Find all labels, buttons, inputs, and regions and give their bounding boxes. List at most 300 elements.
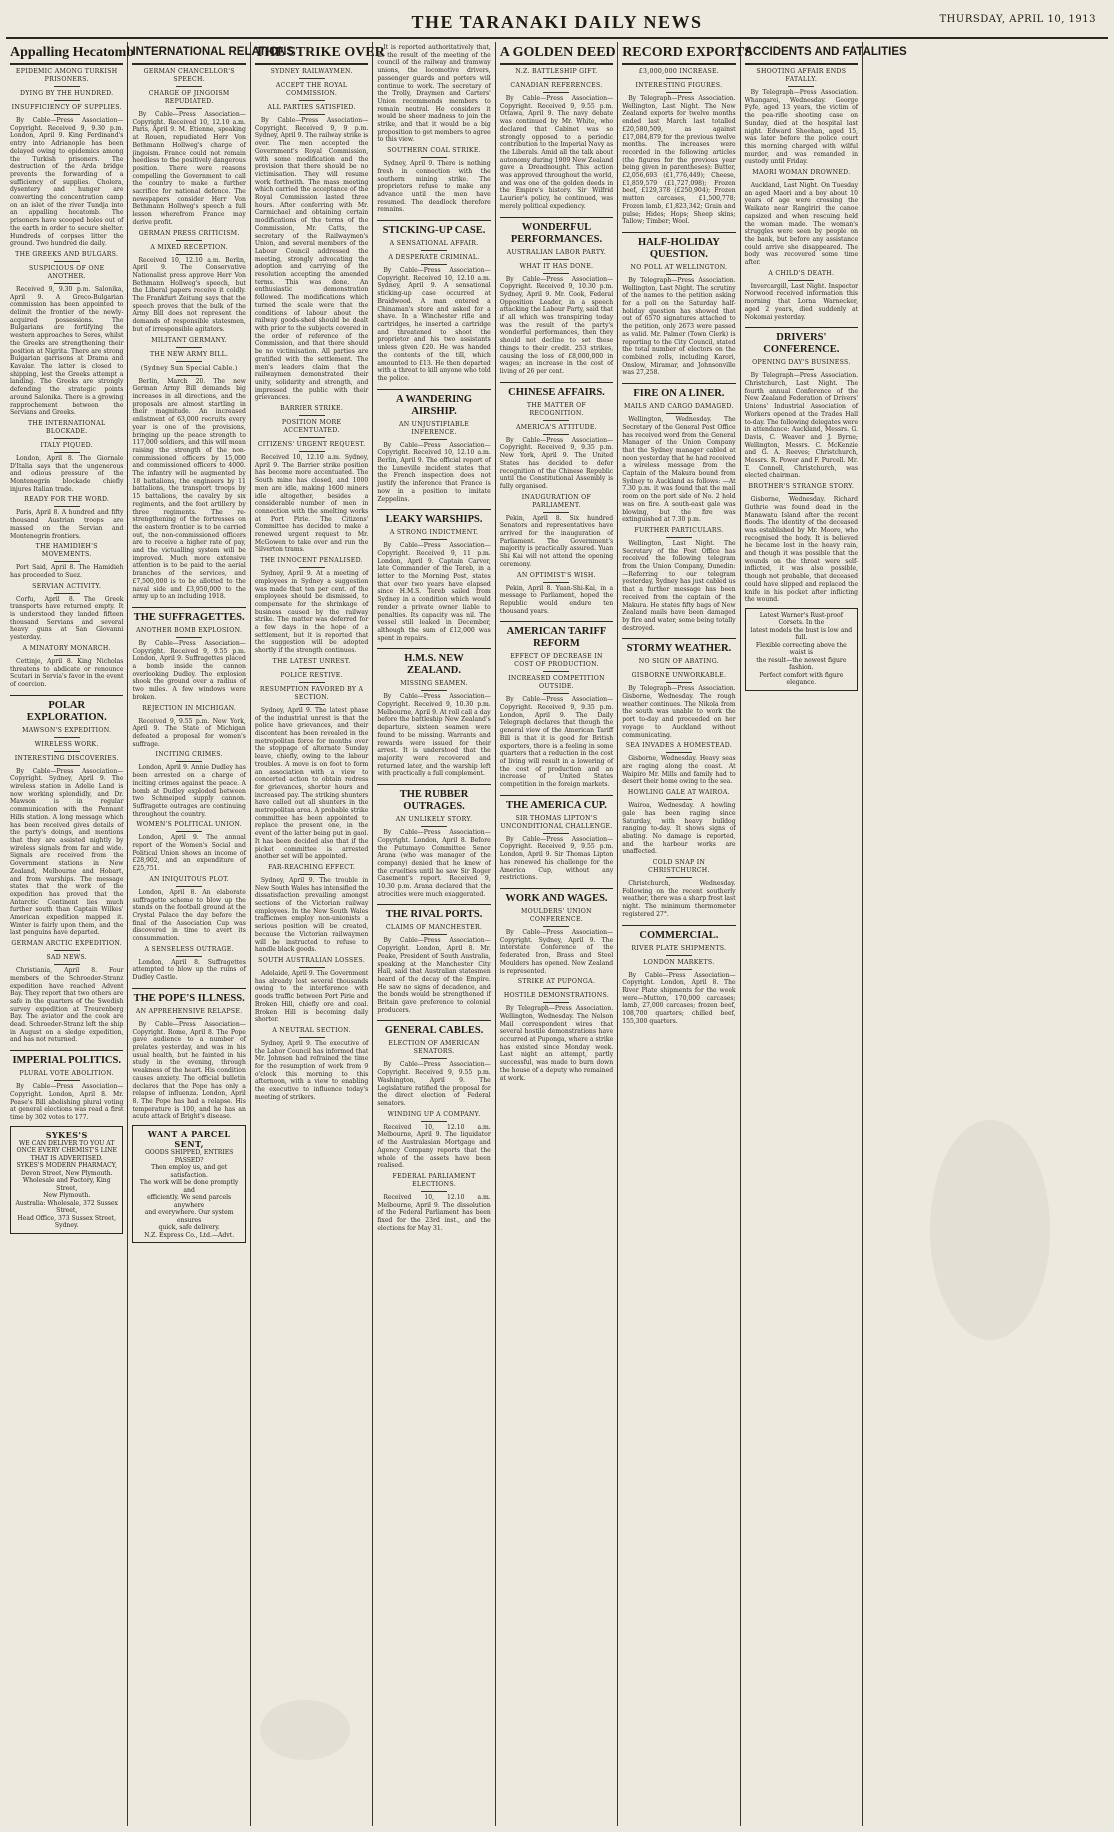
article-body <box>622 416 735 524</box>
article-subheading: GERMAN PRESS CRITICISM. <box>138 229 240 237</box>
short-rule <box>543 92 569 93</box>
article-paragraph: London, April 8. An elaborate suffragette scheme to blow up the stands on the football ground at the Crystal Palace the day before the final of the Association Cup was discovered in time to avert its consummation. <box>132 888 246 943</box>
article-headline: STORMY WEATHER. <box>622 638 735 655</box>
article-body <box>132 111 245 227</box>
article-paragraph: Christchurch, Wednesday. Following on the recent southerly weather, there was a sharp frost last night. The minimum thermometer registered 27°. <box>622 880 736 918</box>
short-rule <box>666 799 692 800</box>
article-paragraph: By Cable—Press Association—Copyright. London, April 8. Mr. Pease's Bill abolishing plural voting at general elections was read a first time by 302 votes to 177. <box>10 1083 124 1121</box>
short-rule <box>54 283 80 284</box>
article-subheading: ACCEPT THE ROYAL COMMISSION. <box>275 82 348 97</box>
article-paragraph: Port Said, April 8. The Hamidieh has proceeded to Suez. <box>10 564 124 579</box>
advert-line: Head Office, 373 Sussex Street, Sydney. <box>17 1214 117 1230</box>
short-rule <box>666 752 692 753</box>
article-subheading: FEDERAL PARLIAMENT ELECTIONS. <box>392 1172 476 1188</box>
article-subheading: AN OPTIMIST'S WISH. <box>517 571 596 579</box>
article-subheading: AN UNJUSTIFIABLE INFERENCE. <box>398 420 470 436</box>
short-rule <box>54 114 80 115</box>
advert-line: THAT IS ADVERTISED. <box>30 1154 103 1162</box>
article-subheading: STRIKE AT PUPONGA. <box>517 978 596 986</box>
news-column <box>6 42 135 1826</box>
article-paragraph: By Telegraph—Press Association. Wellington, Last Night. The scrutiny of the names to the petition asking for a poll on the Saturday half-holiday question has showed that out of 6570 signatures attached to the petition, only 2673 were passed as valid. Mr. Palmer (Town Clerk) is reporting to the City Council, stated the total number of electors on the combined rolls, including Karori, Onslow, Miramar, and Johnsonville was 27,258. <box>622 276 736 377</box>
article-subheading: SOUTHERN COAL STRIKE. <box>387 147 481 155</box>
article-subheading: MAWSON'S EXPEDITION. <box>22 726 112 734</box>
article-headline: THE RUBBER OUTRAGES. <box>377 784 490 813</box>
article-body <box>132 257 245 334</box>
advert-line: Devon Street, New Plymouth. <box>20 1169 113 1177</box>
article-body <box>10 967 123 1044</box>
short-rule <box>666 537 692 538</box>
article-body <box>10 564 123 579</box>
article-body <box>500 929 613 975</box>
short-rule <box>543 988 569 989</box>
article-headline: STICKING-UP CASE. <box>377 220 490 237</box>
article-headline: A WANDERING AIRSHIP. <box>377 389 490 418</box>
article-body <box>500 1005 613 1082</box>
article-paragraph: By Cable—Press Association—Copyright. Received 10, 12.10 a.m. Sydney, April 9. A sensational sticking-up case occurred at Braidwood. A man entered a Chinaman's store and asked for a shave. In a Winchester rifle and cartridges, he inserted a cartridge and threatened to shoot the proprietor and his two assistants unless given £20. He was handed the contents of the till, which amounted to £13. He then departed with a threat to kill anyone who told the police. <box>377 267 491 382</box>
article-paragraph: By Telegraph—Press Association. Wellington, Wednesday. The Nelson Mail correspondent wires that several hostile demonstrations have occurred at Puponga, where a strike has existed since Monday week. Last night an attempt, partly successful, was made to burn down the house of a deputy who remained at work. <box>499 1005 614 1082</box>
short-rule <box>54 506 80 507</box>
article-subheading: SERVIAN ACTIVITY. <box>32 582 102 590</box>
article-paragraph: Gisborne, Wednesday. Richard Guthrie was found dead in the Manawatu Island after the recent floods. The identity of the deceased was established by Mr. Moore, who recognised the body. It is believed he became lost in the heavy rain, and though it was possible that the wounds on the throat were self-inflicted, it was also possible, though not probable, that deceased could have slipped and replaced the knife in his pocket after inflicting the wound. <box>744 496 859 604</box>
article-paragraph: By Cable—Press Association—Copyright. Received 9, 9.55 p.m. Ottawa, April 9. The navy debate was continued by Mr. White, who declared that Cabinet was so strongly opposed to a periodic contribution to the Imperial Navy as the Liberals. Amid all the talk about autonomy during 1909 New Zealand gave a Dreadnought. This action was approved throughout the world, and was one of the golden deeds in the Empire's history. Sir Wilfrid Laurier's policy, he continued, was merely political expediency. <box>499 95 614 210</box>
article-body <box>132 378 245 601</box>
short-rule <box>666 877 692 878</box>
article-subheading: CLAIMS OF MANCHESTER. <box>385 924 483 932</box>
short-rule <box>543 833 569 834</box>
short-rule <box>54 438 80 439</box>
advert-line: Latest Warner's Rust-proof Corsets. In the <box>759 611 843 627</box>
article-paragraph: Corfu, April 8. The Greek transports have returned empty. It is understood they landed fifteen thousand Servians and several heavy guns at San Giovanni yesterday. <box>10 595 124 642</box>
advert-line: latest models the bust is low and full. <box>750 626 853 642</box>
short-rule <box>54 593 80 594</box>
article-subheading: ITALY PIQUED. <box>40 441 93 449</box>
article-paragraph: Received 9, 9.55 p.m. New York, April 9. The State of Michigan defeated a proposal for women's suffrage. <box>132 717 246 748</box>
article-paragraph: By Telegraph—Press Association. Whangarei, Wednesday. George Fyfe, aged 13 years, the victim of the pea-rifle shooting case on Sunday, died at the hospital last night. Edward Sheehan, aged 15, was later before the police court this morning charged with wilful murder, and was remanded in custody until Friday. <box>744 89 859 166</box>
column-headline: THE STRIKE OVER <box>255 44 368 65</box>
article-subheading: AN APPREHENSIVE RELAPSE. <box>135 1007 243 1015</box>
short-rule <box>299 100 325 101</box>
article-headline: IMPERIAL POLITICS. <box>10 1050 123 1067</box>
article-body <box>622 972 735 1026</box>
article-headline: GENERAL CABLES. <box>377 1020 490 1037</box>
short-rule <box>176 375 202 376</box>
article-subheading: HOWLING GALE AT WAIROA. <box>627 789 730 797</box>
column-headline: INTERNATIONAL RELATIONS <box>132 44 245 65</box>
article-subheading: HOSTILE DEMONSTRATIONS. <box>503 992 610 1000</box>
article-paragraph: London, April 9. The annual report of the Women's Social and Political Union shows an income of £28,902, and an expenditure of £25,751. <box>132 834 246 873</box>
article-paragraph: Received 10, 12.10 a.m. Melbourne, April 9. The dissolution of the Federal Parliament has been fixed for the 23rd inst., and the elections for May 31. <box>377 1193 491 1232</box>
article-body <box>132 640 245 702</box>
article-subheading: COLD SNAP IN CHRISTCHURCH. <box>648 859 710 875</box>
article-body <box>377 267 490 383</box>
article-paragraph: By Cable—Press Association—Copyright. Received 9, 9.35 p.m. New York, April 9. The United States has decided to defer recognition of the Chinese Republic until the Constitutional Assembly is fully organised. <box>499 436 614 490</box>
article-subheading: BROTHER'S STRANGE STORY. <box>748 483 855 491</box>
article-subheading: INCREASED COMPETITION OUTSIDE. <box>508 675 605 691</box>
article-subheading: RESUMPTION FAVORED BY A SECTION. <box>259 685 364 701</box>
article-body <box>255 970 368 1024</box>
article-paragraph: Cettinje, April 8. King Nicholas threatens to abdicate or renounce Scutari in Servia's favor in the event of coercion. <box>10 657 124 688</box>
article-body <box>10 768 123 937</box>
news-column <box>128 42 295 1826</box>
column-headline: A GOLDEN DEED <box>500 44 613 65</box>
article-subheading: MOULDERS' UNION CONFERENCE. <box>521 908 592 923</box>
short-rule <box>421 539 447 540</box>
short-rule <box>299 704 325 705</box>
article-paragraph: It is reported authoritatively that, as the result of the meeting of the council of the railway and tramway unions, the locomotive drivers, passenger guards and porters will continue to work. The secretary of the Trolly, Draymen and Carters' Union recommends members to remain neutral. He considers it would be sheer madness to join the strike, and that it would be a big proposition to get members to agree to this view. <box>377 44 491 144</box>
article-paragraph: By Cable—Press Association—Copyright. London, April 8. Before the Putumayo Committee Senor Arana (who was manager of the company) denied that he knew of the cruelties until he saw Sir Roger Casement's report. Received 9, 10.30 p.m. Arana declared that the atrocities were much exaggerated. <box>377 829 491 898</box>
article-subheading: PLURAL VOTE ABOLITION. <box>19 1070 114 1078</box>
short-rule <box>299 967 325 968</box>
short-rule <box>666 78 692 79</box>
article-subheading: ELECTION OF AMERICAN SENATORS. <box>388 1040 480 1056</box>
short-rule <box>788 179 814 180</box>
article-paragraph: Wellington, Wednesday. The Secretary of the General Post Office has received word from the General Manager of the Union Company that the Sydney manager cabled at noon yesterday that he had received a wireless message from the Captain of the Makura bound from Sydney to Auckland as follows: —At 7.30 p.m. it was found that the mail room on the port side of No. 2 hold was on fire. A south-east gale was blowing, but the fire was extinguished at 7.30 p.m. <box>622 416 736 524</box>
article-body <box>10 455 123 494</box>
short-rule <box>299 415 325 416</box>
article-body <box>132 764 245 818</box>
short-rule <box>299 874 325 875</box>
article-body <box>745 89 858 166</box>
article-paragraph: London, April 8. Suffragettes attempted to blow up the ruins of Dudley Castle. <box>132 958 246 982</box>
short-rule <box>788 280 814 281</box>
article-headline: HALF-HOLIDAY QUESTION. <box>622 232 735 261</box>
article-subheading: CANADIAN REFERENCES. <box>510 82 603 89</box>
short-rule <box>543 512 569 513</box>
article-paragraph: By Telegraph—Press Association. Gisborne, Wednesday. The rough weather continues. The Nikola from the south was unable to work the port to-day and proceeded on her voyage to Auckland without communicating. <box>622 685 736 739</box>
article-paragraph: Gisborne, Wednesday. Heavy seas are raging along the coast. At Waipiro Mr. Mills and family had to desert their home owing to the sea. <box>622 755 736 786</box>
masthead-rule <box>6 37 1108 39</box>
article-paragraph: By Cable—Press Association—Copyright. Received 9, 10.30 p.m. Sydney, April 9. Mr. Cook, Federal Opposition Leader, in a speech attacking the Labour Party, said that if all which was transpiring today was the result of the party's wonderful performances, then they should not decline to set these things to their credit. 253 strikes, causing the loss of £8,000,000 in wages; an increase in the cost of living of 26 per cent. <box>499 275 614 375</box>
advert-line: N.Z. Express Co., Ltd.—Advt. <box>144 1231 235 1239</box>
advert-line: GOODS SHIPPED, ENTRIES PASSED? <box>144 1149 234 1164</box>
article-paragraph: Invercargill, Last Night. Inspector Norwood received information this morning that Lorna Warnecker, aged 2 years, died suddenly at Nokomai yesterday. <box>744 282 859 321</box>
short-rule <box>299 78 325 79</box>
article-subheading: INCITING CRIMES. <box>155 751 223 759</box>
short-rule <box>54 765 80 766</box>
article-paragraph: Sydney, April 9. There is nothing fresh in connection with the southern mining strike. The proprietors refuse to make any advance until the men have resumed. The deadlock therefore remains. <box>377 160 491 214</box>
article-body <box>745 182 858 267</box>
short-rule <box>666 955 692 956</box>
advert-line: ONCE EVERY CHEMIST'S LINE <box>16 1147 117 1155</box>
article-subheading: THE MATTER OF RECOGNITION. <box>526 401 587 417</box>
short-rule <box>421 250 447 251</box>
short-rule <box>54 950 80 951</box>
article-subheading: THE INNOCENT PENALISED. <box>260 557 363 565</box>
article-paragraph: Received 10, 12.10 a.m. Berlin, April 9. The Conservative Nationalist press approve Herr Von Bethmann Hollweg's speech, but the Liberal papers receive it coldly. The Frankfurt Zeitung says that the speech proves that the bulk of the Army Bill does not represent the demands of responsible statesmen, but of irresponsible agitators. <box>132 256 246 333</box>
article-subheading: A STRONG INDICTMENT. <box>389 529 479 537</box>
article-body <box>10 286 123 417</box>
article-subheading: INTERESTING FIGURES. <box>635 82 723 89</box>
short-rule <box>421 264 447 265</box>
article-paragraph: By Cable—Press Association—Copyright. Sydney, April 9. The interstate Conference of the federated Iron, Brass and Steel Moulders has opened. New Zealand is represented. <box>499 929 614 975</box>
advert-line: New Plymouth. <box>43 1192 91 1200</box>
short-rule <box>176 240 202 241</box>
article-body <box>622 540 735 632</box>
article-subheading: CHARGE OF JINGOISM REPUDIATED. <box>148 90 230 105</box>
article-headline: FIRE ON A LINER. <box>622 383 735 400</box>
article-body <box>132 718 245 749</box>
short-rule <box>54 655 80 656</box>
article-headline: CHINESE AFFAIRS. <box>500 382 613 399</box>
short-rule <box>176 1018 202 1019</box>
article-paragraph: Received 9, 9.30 p.m. Salonika, April 9. A Greco-Bulgarian commission has been appointed to delimit the frontier of the newly-acquired possessions. The Bulgarians are fortifying the western approaches to Seres, whilst the Greeks are strengthening their position at Nigrita. There are strong Bulgarian garrisons at Drama and Kavalar. The latter is closed to shipping, lest the Greeks attempt a landing. The Greeks are strongly defending the strategic points around Salonika. There is a growing rapprochement between the Servians and Greeks. <box>10 285 124 417</box>
article-body <box>622 880 735 919</box>
columns-container <box>6 42 1108 1826</box>
short-rule <box>421 1058 447 1059</box>
article-paragraph: Berlin, March 20. The new German Army Bill demands big increases in all directions, and the proposals are almost startling in their magnitude. An increased enlistment of 63,000 recruits every year is one of the provisions, bringing up the peace strength to 117,000 soldiers, and this will mean raising the strength of the non-commissioned officers by 15,000 and commissioned officers to 4000. The infantry will be augmented by 18 battalions, the engineers by 11 battalions, the transport troops by 15 battalions, the cavalry by six regiments, and the foot artillery by three regiments. The re-strengthening of the fortresses on the eastern frontier is to be carried out, the non-commissioned officers are to receive a higher rate of pay, and the victualling system will be improved. Much more extensive attention is to be paid to the aerial branches of the services, and £7,500,000 is to be allotted to the naval side and £3,950,000 to the army up to an including 1918. <box>132 377 246 601</box>
advert-line: SYKES'S MODERN PHARMACY, <box>16 1162 117 1170</box>
article-body <box>377 160 490 214</box>
article-body <box>10 1083 123 1122</box>
article-subheading: GISBORNE UNWORKABLE. <box>631 672 727 680</box>
article-body <box>500 836 613 882</box>
news-column <box>863 42 985 1826</box>
article-subheading: POLICE RESTIVE. <box>280 671 343 679</box>
short-rule <box>176 637 202 638</box>
short-rule <box>176 886 202 887</box>
short-rule <box>54 751 80 752</box>
short-rule <box>666 668 692 669</box>
article-body <box>377 542 490 642</box>
article-headline: THE SUFFRAGETTES. <box>132 607 245 624</box>
article-body <box>377 442 490 504</box>
short-rule <box>788 369 814 370</box>
article-subheading: AUSTRALIAN LABOR PARTY. <box>506 248 607 256</box>
short-rule <box>543 582 569 583</box>
short-rule <box>788 493 814 494</box>
short-rule <box>176 956 202 957</box>
article-paragraph: By Cable—Press Association—Copyright. Received 9, 9 p.m. Sydney, April 9. The railway strike is over. The men accepted the Government's Royal Commission, with some modification and the provision that there should be no victimisation. They will resume work forthwith. The mass meeting which carried the acceptance of the Royal Commission lasted three hours. After conferring with Mr. Carmichael and obtaining certain modifications of the terms of the Commission, Mr. Catts, the secretary of the Railwaymen's Union, and several members of the Labour Council addressed the meeting, strongly advocating the adoption and carrying of the resolution accepting the amended terms. This was done. An enthusiastic demonstration followed. The modifications which turned the scale were that the conditions of labour about the railway goods-shed should be dealt with prior to the subjects covered in the order of reference of the Commission, and that there should be no victimisation. All parties are gratified with the settlement. The men's leaders claim that the railwaymen demonstrated their unity, solidarity and strength, and impressed the public with their grievances. <box>254 117 369 402</box>
article-subheading: MILITANT GERMANY. <box>151 336 228 344</box>
article-subheading: READY FOR THE WORD. <box>24 496 110 504</box>
article-paragraph: By Telegraph—Press Association. Wellington, Last Night. The New Zealand exports for twelve months ended last March last totalled £20,580,509, as against £17,084,879 for the previous twelve months. The increases were recorded in the following articles (the figures for the previous year being given in parentheses): Butter, £2,056,693 (£1,776,449); Cheese, £1,859,579 (£1,727,098); Frozen beef, £129,378 (£250,904); Frozen mutton carcases, £1,500,778; Frozen lamb, £1,823,342; Grain and pulse; Hides; Hops; Sheep skins; Tallow; Timber; Wool. <box>622 95 736 226</box>
short-rule <box>299 114 325 115</box>
short-rule <box>666 969 692 970</box>
short-rule <box>421 1121 447 1122</box>
article-subheading: MAORI WOMAN DROWNED. <box>752 169 851 177</box>
article-paragraph: By Cable—Press Association—Copyright. Received 9, 9.30 p.m. London, April 9. King Ferdinand's entry into Adrianople has been delayed owing to epidemics among the Turkish prisoners. The destruction of the Arda bridge prevents the forwarding of a sufficiency of supplies. Cholera, dysentery and hunger are converting the concentration camp on an islet of the river Tundja into an appalling hecatomb. The prisoners have scooped holes out of the earth in order to secure shelter. Hundreds of corpses litter the ground. Two hundred die daily. <box>10 117 124 248</box>
article-subheading: SOUTH AUSTRALIAN LOSSES. <box>258 956 366 964</box>
article-body <box>622 755 735 786</box>
article-headline: LEAKY WARSHIPS. <box>377 509 490 526</box>
article-headline: WORK AND WAGES. <box>500 888 613 905</box>
advert-line: WE CAN DELIVER TO YOU AT <box>19 1139 115 1147</box>
newspaper-title: THE TARANAKI DAILY NEWS <box>411 12 703 32</box>
short-rule <box>666 682 692 683</box>
article-body <box>377 1061 490 1107</box>
article-subheading: £3,000,000 INCREASE. <box>638 68 720 75</box>
short-rule <box>54 452 80 453</box>
article-subheading: MAILS AND CARGO DAMAGED. <box>623 403 734 411</box>
article-body <box>255 570 368 655</box>
short-rule <box>176 831 202 832</box>
article-subheading: SHOOTING AFFAIR ENDS FATALLY. <box>756 68 847 83</box>
short-rule <box>666 274 692 275</box>
article-paragraph: Received 10, 12.10 a.m. Melbourne, April 9. The liquidator of the Australasian Mortgage and Agency Company reports that the whole of the assets have been realised. <box>377 1123 491 1170</box>
advert-line: Perfect comfort with figure elegance. <box>759 671 844 687</box>
article-paragraph: Wairoa, Wednesday. A howling gale has been raging since Saturday, with heavy bulldog ranging to-day. It shows signs of abating. No damage is reported, and the harbour works are unaffected. <box>622 802 736 856</box>
article-subheading: THE INTERNATIONAL BLOCKADE. <box>27 419 106 435</box>
advert-line: efficiently. We send parcels anywhere <box>147 1194 232 1209</box>
advert-title: WANT A PARCEL SENT, <box>147 1129 231 1150</box>
article-paragraph: Paris, April 8. A hundred and fifty thousand Austrian troops are massed on the Servian and Montenegrin frontiers. <box>10 509 124 540</box>
article-body <box>745 283 858 322</box>
short-rule <box>543 273 569 274</box>
article-body <box>622 685 735 739</box>
advert-line: and everywhere. Our system ensures <box>144 1209 234 1224</box>
short-rule <box>176 254 202 255</box>
article-paragraph: By Cable—Press Association—Copyright. Received 9, 9.35 p.m. London, April 9. The Daily Telegraph declares that though the general view of the American Tariff Bill is that it is good for British exporters, there is a feeling in some quarters that a reduction in the cost of living will result in a lowering of the cost of production and an increase of United States competition in the foreign markets. <box>499 696 614 789</box>
article-subheading: N.Z. BATTLESHIP GIFT. <box>515 68 598 75</box>
article-subheading: POSITION MORE ACCENTUATED. <box>281 419 342 435</box>
article-subheading: REJECTION IN MICHIGAN. <box>142 704 237 712</box>
advert-line: Wholesale and Factory, King Street, <box>22 1177 111 1192</box>
column-headline: Appalling Hecatomb <box>10 44 123 65</box>
article-subheading: EPIDEMIC AMONG TURKISH PRISONERS. <box>15 68 118 83</box>
article-subheading: AN INIQUITOUS PLOT. <box>149 875 230 883</box>
advert-line: the result—the newest figure fashion. <box>756 656 847 672</box>
article-paragraph: By Telegraph—Press Association. Christchurch, Last Night. The fourth annual Conference of the New Zealand Federation of Drivers' Unions' Industrial Association of Workers opened at the Trades Hall to-day. The following delegates were in attendance: Auckland, Messrs. G. Davis, C. Weaver and J. Byrne; Wellington, Messrs. C. McKenzie and G. A. Reeves; Christchurch, Messrs. R. Power and F. Purcell. Mr. T. Connell, Christchurch, was elected chairman. <box>744 372 859 480</box>
advertisement <box>745 608 858 691</box>
article-subheading: NO POLL AT WELLINGTON. <box>630 263 728 271</box>
article-paragraph: Auckland, Last Night. On Tuesday an aged Maori and a boy about 10 years of age were crossing the Waikato near Rangiriri the canoe capsized and when rescuing held the woman made. The woman's struggles were seen by people on the bank, but before any assistance could arrive she disappeared. The body was recovered some time after. <box>744 182 859 267</box>
article-subheading: ANOTHER BOMB EXPLOSION. <box>136 626 243 634</box>
article-headline: THE POPE'S ILLNESS. <box>132 988 245 1005</box>
short-rule <box>176 86 202 87</box>
article-subheading: GERMAN CHANCELLOR'S SPEECH. <box>143 68 235 83</box>
advertisement <box>10 1126 123 1234</box>
article-headline: AMERICAN TARIFF REFORM <box>500 621 613 650</box>
news-column <box>251 42 385 1826</box>
short-rule <box>543 259 569 260</box>
article-paragraph: Wellington, Last Night. The Secretary of the Post Office has received the following telegram from the Union Company, Dunedin: —Referring to our telegram yesterday, Sydney has just cabled us that a further message has been received from the captain of the Makura. He states fifty bags of New Zealand mails have been damaged by fire and water, some being totally destroyed. <box>622 539 736 632</box>
article-subheading: A NEUTRAL SECTION. <box>272 1026 351 1034</box>
article-subheading: FURTHER PARTICULARS. <box>634 526 724 534</box>
article-body <box>10 117 123 248</box>
article-body <box>500 95 613 211</box>
article-paragraph: By Cable—Press Association—Copyright. Rome, April 8. The Pope gave audience to a number of prelates yesterday, and was in his usual health, but he fainted in his study in the evening, through weakness of the heart. His condition causes anxiety. The official bulletin declares that the Pope has only a relapse of influenza. London, April 8. The Pope has had a relapse. His temperature is 100, and he has an acute attack of Bright's disease. <box>132 1020 246 1121</box>
article-body <box>377 1194 490 1233</box>
short-rule <box>543 78 569 79</box>
article-subheading: A MIXED RECEPTION. <box>150 243 228 251</box>
article-headline: H.M.S. NEW ZEALAND. <box>377 648 490 677</box>
article-subheading: THE NEW ARMY BILL. <box>149 350 229 358</box>
short-rule <box>176 761 202 762</box>
article-headline: COMMERCIAL. <box>622 925 735 942</box>
article-subheading: FAR-REACHING EFFECT. <box>268 863 356 871</box>
article-subheading: OPENING DAY'S BUSINESS. <box>752 359 851 367</box>
short-rule <box>421 690 447 691</box>
article-subheading: (Sydney Sun Special Cable.) <box>140 364 238 372</box>
article-subheading: SIR THOMAS LIPTON'S UNCONDITIONAL CHALLENGE. <box>500 814 613 830</box>
article-paragraph: By Cable—Press Association—Copyright. Received 9, 9.55 p.m. London, April 9. Suffragettes placed a bomb inside the cannon overlooking Dudley. The explosion shook the ground over a radius of two miles. A few windows were broken. <box>132 639 246 701</box>
short-rule <box>543 926 569 927</box>
article-body <box>255 707 368 861</box>
article-subheading: THE GREEKS AND BULGARS. <box>15 250 119 258</box>
article-subheading: THE HAMIDIEH'S MOVEMENTS. <box>35 543 98 559</box>
advert-line: Then employ us, and get satisfaction. <box>151 1164 228 1179</box>
article-headline: THE AMERICA CUP. <box>500 795 613 812</box>
article-subheading: ALL PARTIES SATISFIED. <box>267 104 356 111</box>
short-rule <box>421 157 447 158</box>
article-subheading: CITIZENS' URGENT REQUEST. <box>257 441 366 449</box>
news-column <box>496 42 618 1826</box>
article-subheading: INSUFFICIENCY OF SUPPLIES. <box>11 104 122 111</box>
article-paragraph: Adelaide, April 9. The Government has already lost several thousands owing to the interference with goods traffic between Port Pirie and Broken Hill, chiefly ore and coal. Broken Hill is becoming daily shorter. <box>254 969 369 1024</box>
article-subheading: DYING BY THE HUNDRED. <box>19 90 114 97</box>
article-paragraph: Pekin, April 8. Six hundred Senators and representatives have arrived for the inauguration of Parliament. The Government's majority is practically assured. Yuan Shi Kai will not attend the opening ceremony. <box>499 514 614 568</box>
article-body <box>377 1124 490 1170</box>
advert-line: Australia: Wholesale, 372 Sussex Street, <box>15 1199 118 1215</box>
short-rule <box>54 86 80 87</box>
article-subheading: AN UNLIKELY STORY. <box>395 816 473 824</box>
article-subheading: A SENSELESS OUTRAGE. <box>144 945 234 953</box>
article-paragraph: By Cable—Press Association—Copyright. Received 9, 9.55 p.m. Washington, April 9. The Legislature ratified the proposal for the direct election of Federal senators. <box>377 1061 491 1107</box>
article-subheading: SYDNEY RAILWAYMEN. <box>270 68 353 75</box>
article-headline: DRIVERS' CONFERENCE. <box>745 327 858 356</box>
article-body <box>500 696 613 788</box>
article-body <box>745 496 858 604</box>
article-body <box>255 1040 368 1102</box>
article-subheading: BARRIER STRIKE. <box>280 405 344 413</box>
article-subheading: WIRELESS WORK. <box>34 740 99 748</box>
short-rule <box>666 92 692 93</box>
article-subheading: A SENSATIONAL AFFAIR. <box>389 240 479 248</box>
short-rule <box>299 682 325 683</box>
article-body <box>132 834 245 873</box>
article-subheading: A CHILD'S DEATH. <box>768 269 835 277</box>
short-rule <box>299 1037 325 1038</box>
short-rule <box>176 108 202 109</box>
article-headline: THE RIVAL PORTS. <box>377 904 490 921</box>
article-body <box>500 585 613 616</box>
advert-line: The work will be done promptly and <box>139 1179 239 1194</box>
article-headline: POLAR EXPLORATION. <box>10 695 123 724</box>
article-paragraph: Sydney, April 9. The executive of the Labor Council has informed that Mr. Johnson had refrained the time for the resumption of work from 9 o'clock this morning to this afternoon, with a view to enabling the executive to influence today's meeting of strikers. <box>254 1039 369 1101</box>
article-subheading: WINDING UP A COMPANY. <box>387 1110 481 1118</box>
article-subheading: WOMEN'S POLITICAL UNION. <box>136 821 242 829</box>
article-subheading: MISSING SEAMEN. <box>400 680 468 688</box>
article-subheading: AMERICA'S ATTITUDE. <box>515 423 597 431</box>
article-body <box>622 277 735 377</box>
short-rule <box>54 737 80 738</box>
article-paragraph: London, April 8. The Giornale D'Italia says that the ungenerous and odious pressure of the Montenegrin blockade chiefly injures Italian trade. <box>10 454 124 493</box>
article-body <box>500 437 613 491</box>
article-subheading: INTERESTING DISCOVERIES. <box>14 754 119 762</box>
short-rule <box>299 451 325 452</box>
article-subheading: THE LATEST UNREST. <box>272 657 351 665</box>
short-rule <box>54 1080 80 1081</box>
short-rule <box>421 1191 447 1192</box>
article-paragraph: By Cable—Press Association—Copyright. Received 9, 11 p.m. London, April 9. Captain Carver, late Commander of the Tereb, in a letter to the Morning Post, states that over two years have elapsed since H.M.S. Tereb sailed from Sydney in a condition which would render a private owner liable to penalties. Its capacity was nil. The vessel still leaked in December, although the sum of £12,000 was spent in repairs. <box>377 542 491 642</box>
advert-line: Flexible correcting above the waist is <box>755 641 847 657</box>
short-rule <box>299 668 325 669</box>
article-body <box>500 515 613 569</box>
short-rule <box>299 437 325 438</box>
short-rule <box>176 361 202 362</box>
masthead <box>0 0 1114 40</box>
article-paragraph: By Cable—Press Association—Copyright. Received 9, 10.30 p.m. Melbourne, April 9. At roll call a day before the battleship New Zealand's departure, sixteen seamen were found to be missing. Warrants and rewards were issued for their arrest. It is understood that the majority were recovered and returned later, and the warship left with practically a full complement. <box>377 693 491 778</box>
short-rule <box>543 420 569 421</box>
article-subheading: SUSPICIOUS OF ONE ANOTHER. <box>29 264 105 280</box>
article-subheading: A MINATORY MONARCH. <box>22 644 111 652</box>
article-body <box>377 829 490 898</box>
article-body <box>132 889 245 943</box>
article-paragraph: By Cable—Press Association—Copyright. Sydney, April 9. The wireless station in Adelie Land is now working splendidly, and Dr. Mawson is in regular communication with the Pennant Hills station. A long message which has been received gives details of the party's doings, and mentions that they are assisted nightly by wireless signals from far and wide. Signals are received from the Government stations in New Zealand, Melbourne and Hobart, and from warships. The message states that the work of the expedition has proved that the Antarctic Continent lies much further south than Captain Wilkes' American expedition mapped it. Winter is fairly upon them, and the last penguins have departed. <box>10 767 124 937</box>
article-subheading: SAD NEWS. <box>46 954 88 962</box>
article-paragraph: Pekin, April 8. Yuan-Shi-Kai, in a message to Parliament, hoped the Republic would endure ten thousand years. <box>499 584 614 615</box>
advert-line: quick, safe delivery. <box>158 1224 220 1232</box>
